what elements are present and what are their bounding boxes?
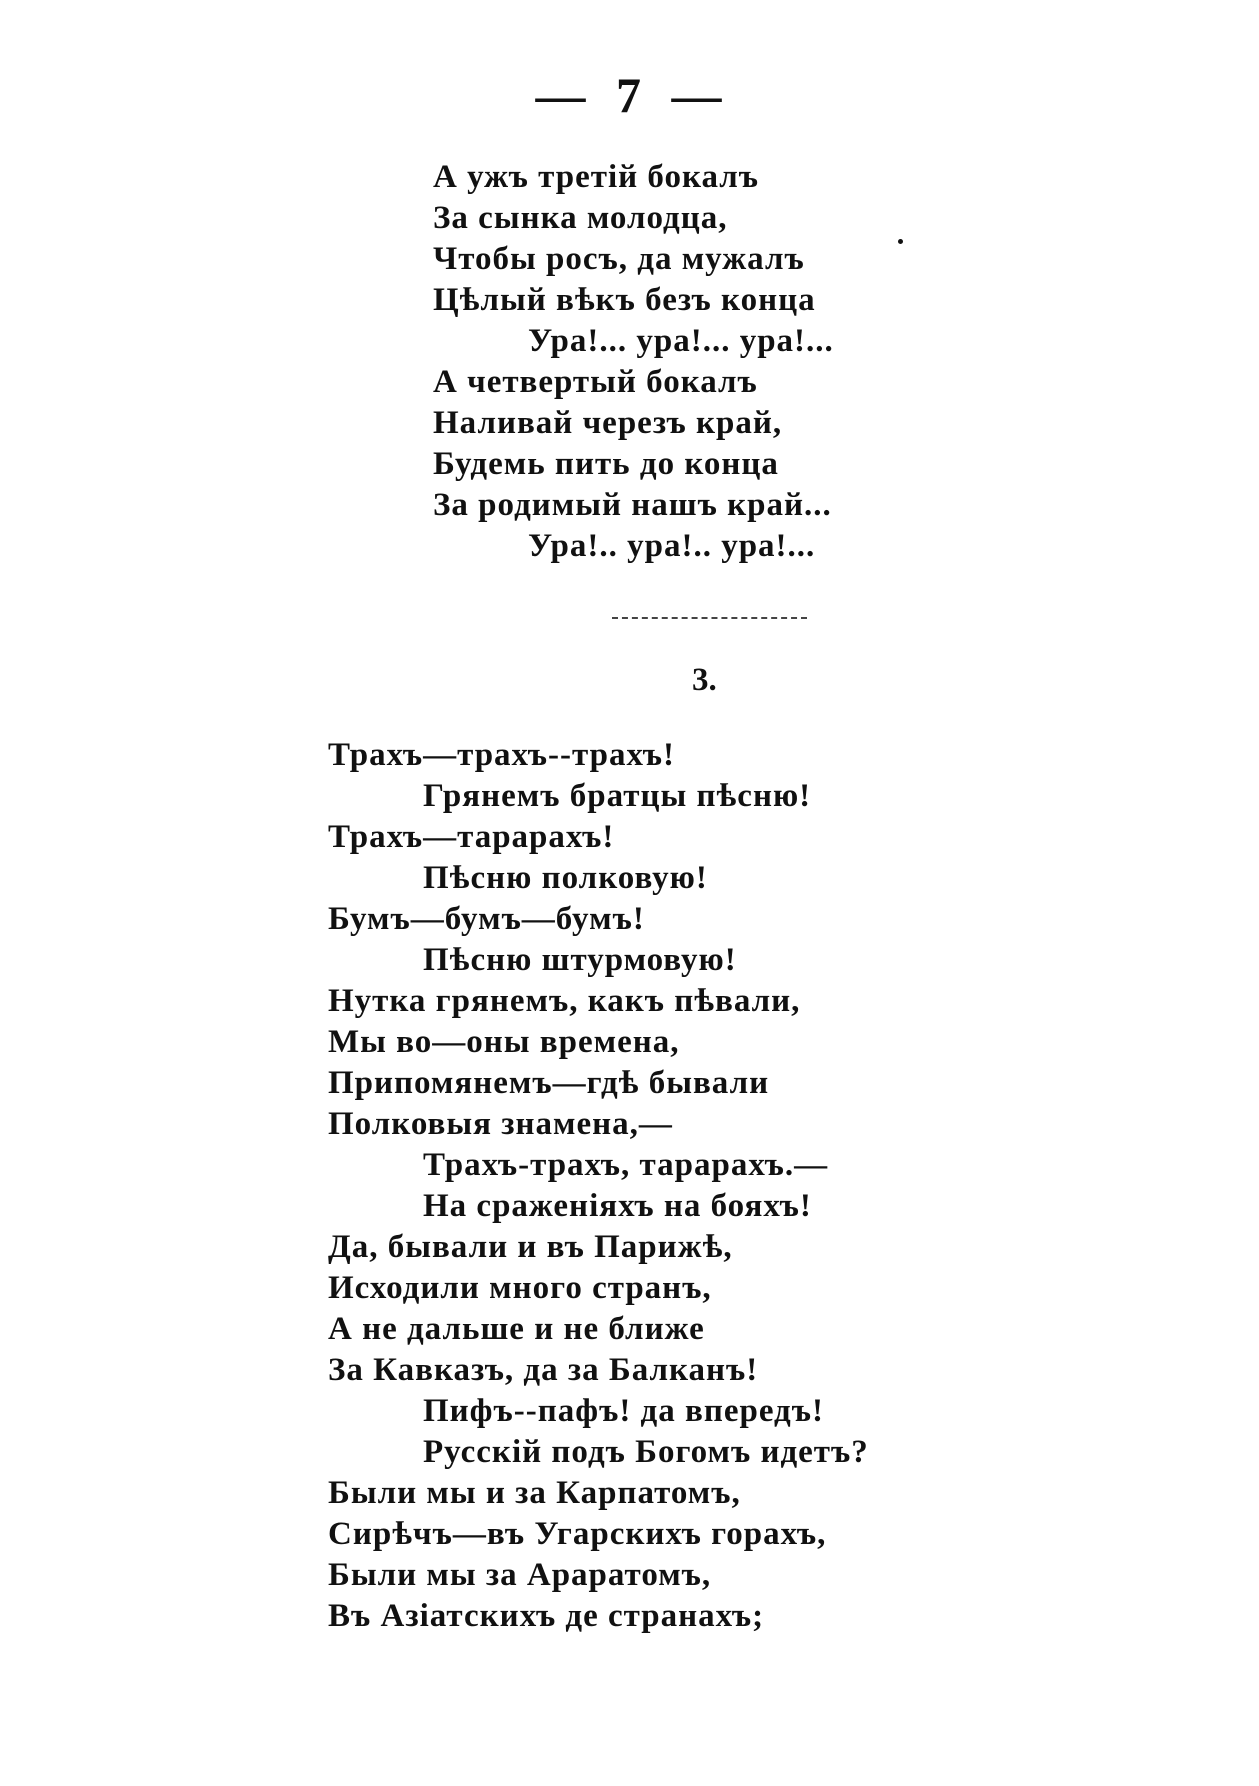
verse-line: Исходили много странъ, — [328, 1270, 712, 1306]
verse-line: На сраженіяхъ на бояхъ! — [423, 1188, 812, 1224]
page-number-value: 7 — [616, 67, 643, 123]
verse-line: Пифъ--пафъ! да впередъ! — [423, 1393, 824, 1429]
verse-line: За Кавказъ, да за Балканъ! — [328, 1352, 759, 1388]
verse-line: Ура!.. ура!.. ура!... — [528, 528, 816, 564]
verse-line: Трахъ—трахъ--трахъ! — [328, 737, 675, 773]
verse-line: Грянемъ братцы пѣсню! — [423, 778, 812, 814]
section-separator — [612, 617, 807, 619]
verse-line: Пѣсню штурмовую! — [423, 942, 737, 978]
verse-line: Ура!... ура!... ура!... — [528, 323, 834, 359]
verse-line: Были мы за Араратомъ, — [328, 1557, 712, 1593]
verse-line: Бумъ—бумъ—бумъ! — [328, 901, 645, 937]
verse-line: А не дальше и не ближе — [328, 1311, 705, 1347]
verse-line: Будемь пить до конца — [433, 446, 779, 482]
verse-line: Трахъ—тарарахъ! — [328, 819, 615, 855]
stanza-toast — [433, 157, 834, 567]
verse-line: Наливай черезъ край, — [433, 405, 783, 441]
verse-line: Мы во—оны времена, — [328, 1024, 680, 1060]
verse-line: А ужъ третій бокалъ — [433, 159, 760, 195]
verse-line: Были мы и за Карпатомъ, — [328, 1475, 741, 1511]
verse-line: А четвертый бокалъ — [433, 364, 758, 400]
verse-line: За родимый нашъ край... — [433, 487, 832, 523]
verse-line: Пѣсню полковую! — [423, 860, 708, 896]
verse-line: Въ Азіатскихъ де странахъ; — [328, 1598, 765, 1634]
verse-line: Нутка грянемъ, какъ пѣвали, — [328, 983, 801, 1019]
verse-line: Трахъ-трахъ, тарарахъ.— — [423, 1147, 829, 1183]
stanza-song — [328, 735, 869, 1637]
verse-line: Цѣлый вѣкъ безъ конца — [433, 282, 816, 318]
verse-line: Русскій подъ Богомъ идетъ? — [423, 1434, 869, 1470]
verse-line: Полковыя знамена,— — [328, 1106, 673, 1142]
page-number — [0, 66, 1259, 124]
ink-dot — [898, 239, 903, 244]
verse-line: Припомянемъ—гдѣ бывали — [328, 1065, 770, 1101]
verse-line: Сирѣчъ—въ Угарскихъ горахъ, — [328, 1516, 827, 1552]
page-number-dash-right: — — [671, 67, 724, 123]
verse-line: За сынка молодца, — [433, 200, 728, 236]
verse-line: Да, бывали и въ Парижѣ, — [328, 1229, 733, 1265]
section-number: 3. — [692, 662, 717, 698]
verse-line: Чтобы росъ, да мужалъ — [433, 241, 805, 277]
page-number-dash-left: — — [535, 67, 588, 123]
